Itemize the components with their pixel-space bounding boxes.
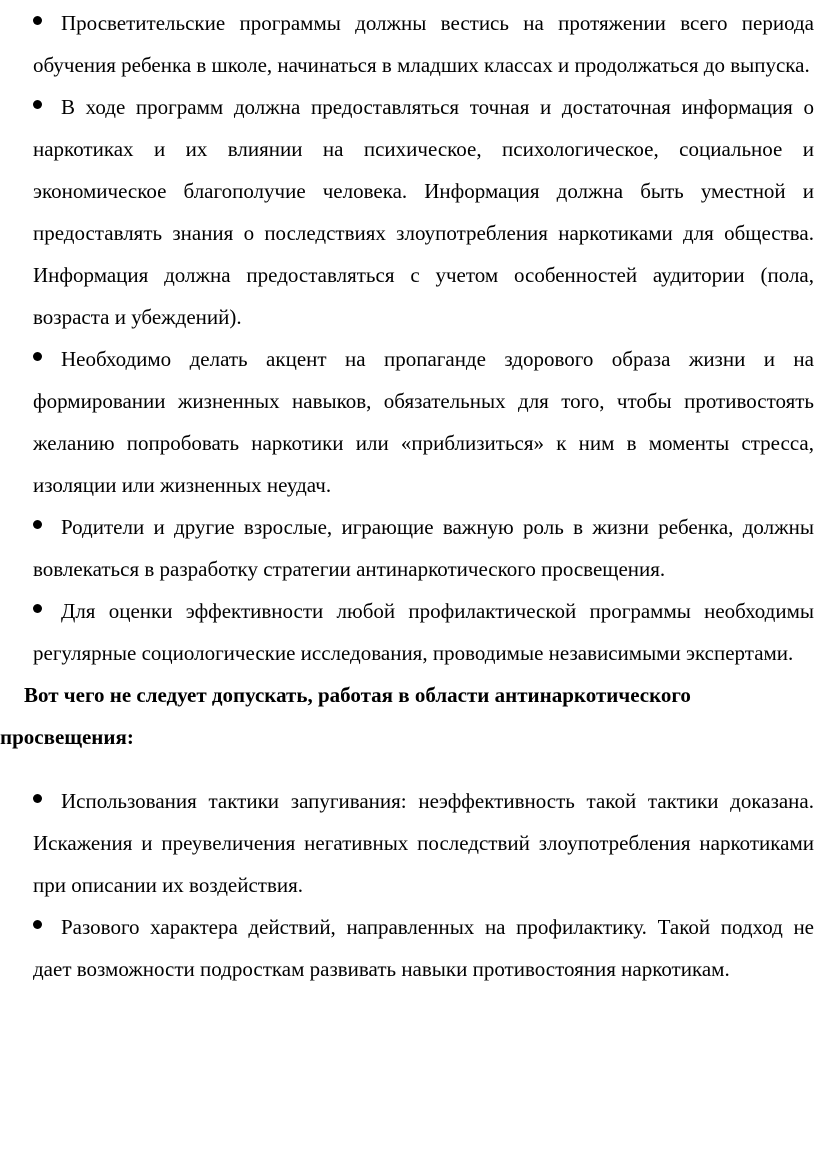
section-heading xyxy=(0,674,814,758)
list-item-text: В ходе программ должна предоставляться точная и достаточная информация о наркотиках и их влиянии на психическое, психологическое, социальное и экономическое благополучие человека. Информация должна быть уместной и предоставлять знания о последствиях злоупотребления наркотиками для общества. Информация должна предоставляться с учетом особенностей аудитории (пола, возраста и убеждений). xyxy=(33,95,814,329)
list-item xyxy=(33,338,814,506)
list-item xyxy=(33,506,814,590)
list-item-text: Родители и другие взрослые, играющие важную роль в жизни ребенка, должны вовлекаться в разработку стратегии антинаркотического просвещения. xyxy=(33,515,814,581)
list-item-text: Просветительские программы должны вестись на протяжении всего периода обучения ребенка в школе, начинаться в младших классах и продолжаться до выпуска. xyxy=(33,11,814,77)
section-heading-line1: Вот чего не следует допускать, работая в области антинаркотического xyxy=(24,683,691,707)
bullet-icon xyxy=(33,604,42,613)
list-item xyxy=(33,906,814,990)
list-item xyxy=(33,590,814,674)
list-item xyxy=(33,86,814,338)
list-item-text: Для оценки эффективности любой профилактической программы необходимы регулярные социологические исследования, проводимые независимыми экспертами. xyxy=(33,599,814,665)
prohibitions-list xyxy=(33,780,814,990)
spacer xyxy=(33,758,814,780)
recommendations-list xyxy=(33,2,814,674)
list-item xyxy=(33,2,814,86)
list-item xyxy=(33,780,814,906)
bullet-icon xyxy=(33,352,42,361)
bullet-icon xyxy=(33,520,42,529)
list-item-text: Разового характера действий, направленных на профилактику. Такой подход не дает возможности подросткам развивать навыки противостояния наркотикам. xyxy=(33,915,814,981)
section-heading-line2: просвещения: xyxy=(0,725,134,749)
bullet-icon xyxy=(33,920,42,929)
bullet-icon xyxy=(33,794,42,803)
bullet-icon xyxy=(33,100,42,109)
bullet-icon xyxy=(33,16,42,25)
list-item-text: Использования тактики запугивания: неэффективность такой тактики доказана. Искажения и преувеличения негативных последствий злоупотребления наркотиками при описании их воздействия. xyxy=(33,789,814,897)
list-item-text: Необходимо делать акцент на пропаганде здорового образа жизни и на формировании жизненных навыков, обязательных для того, чтобы противостоять желанию попробовать наркотики или «приблизиться» к ним в моменты стресса, изоляции или жизненных неудач. xyxy=(33,347,814,497)
